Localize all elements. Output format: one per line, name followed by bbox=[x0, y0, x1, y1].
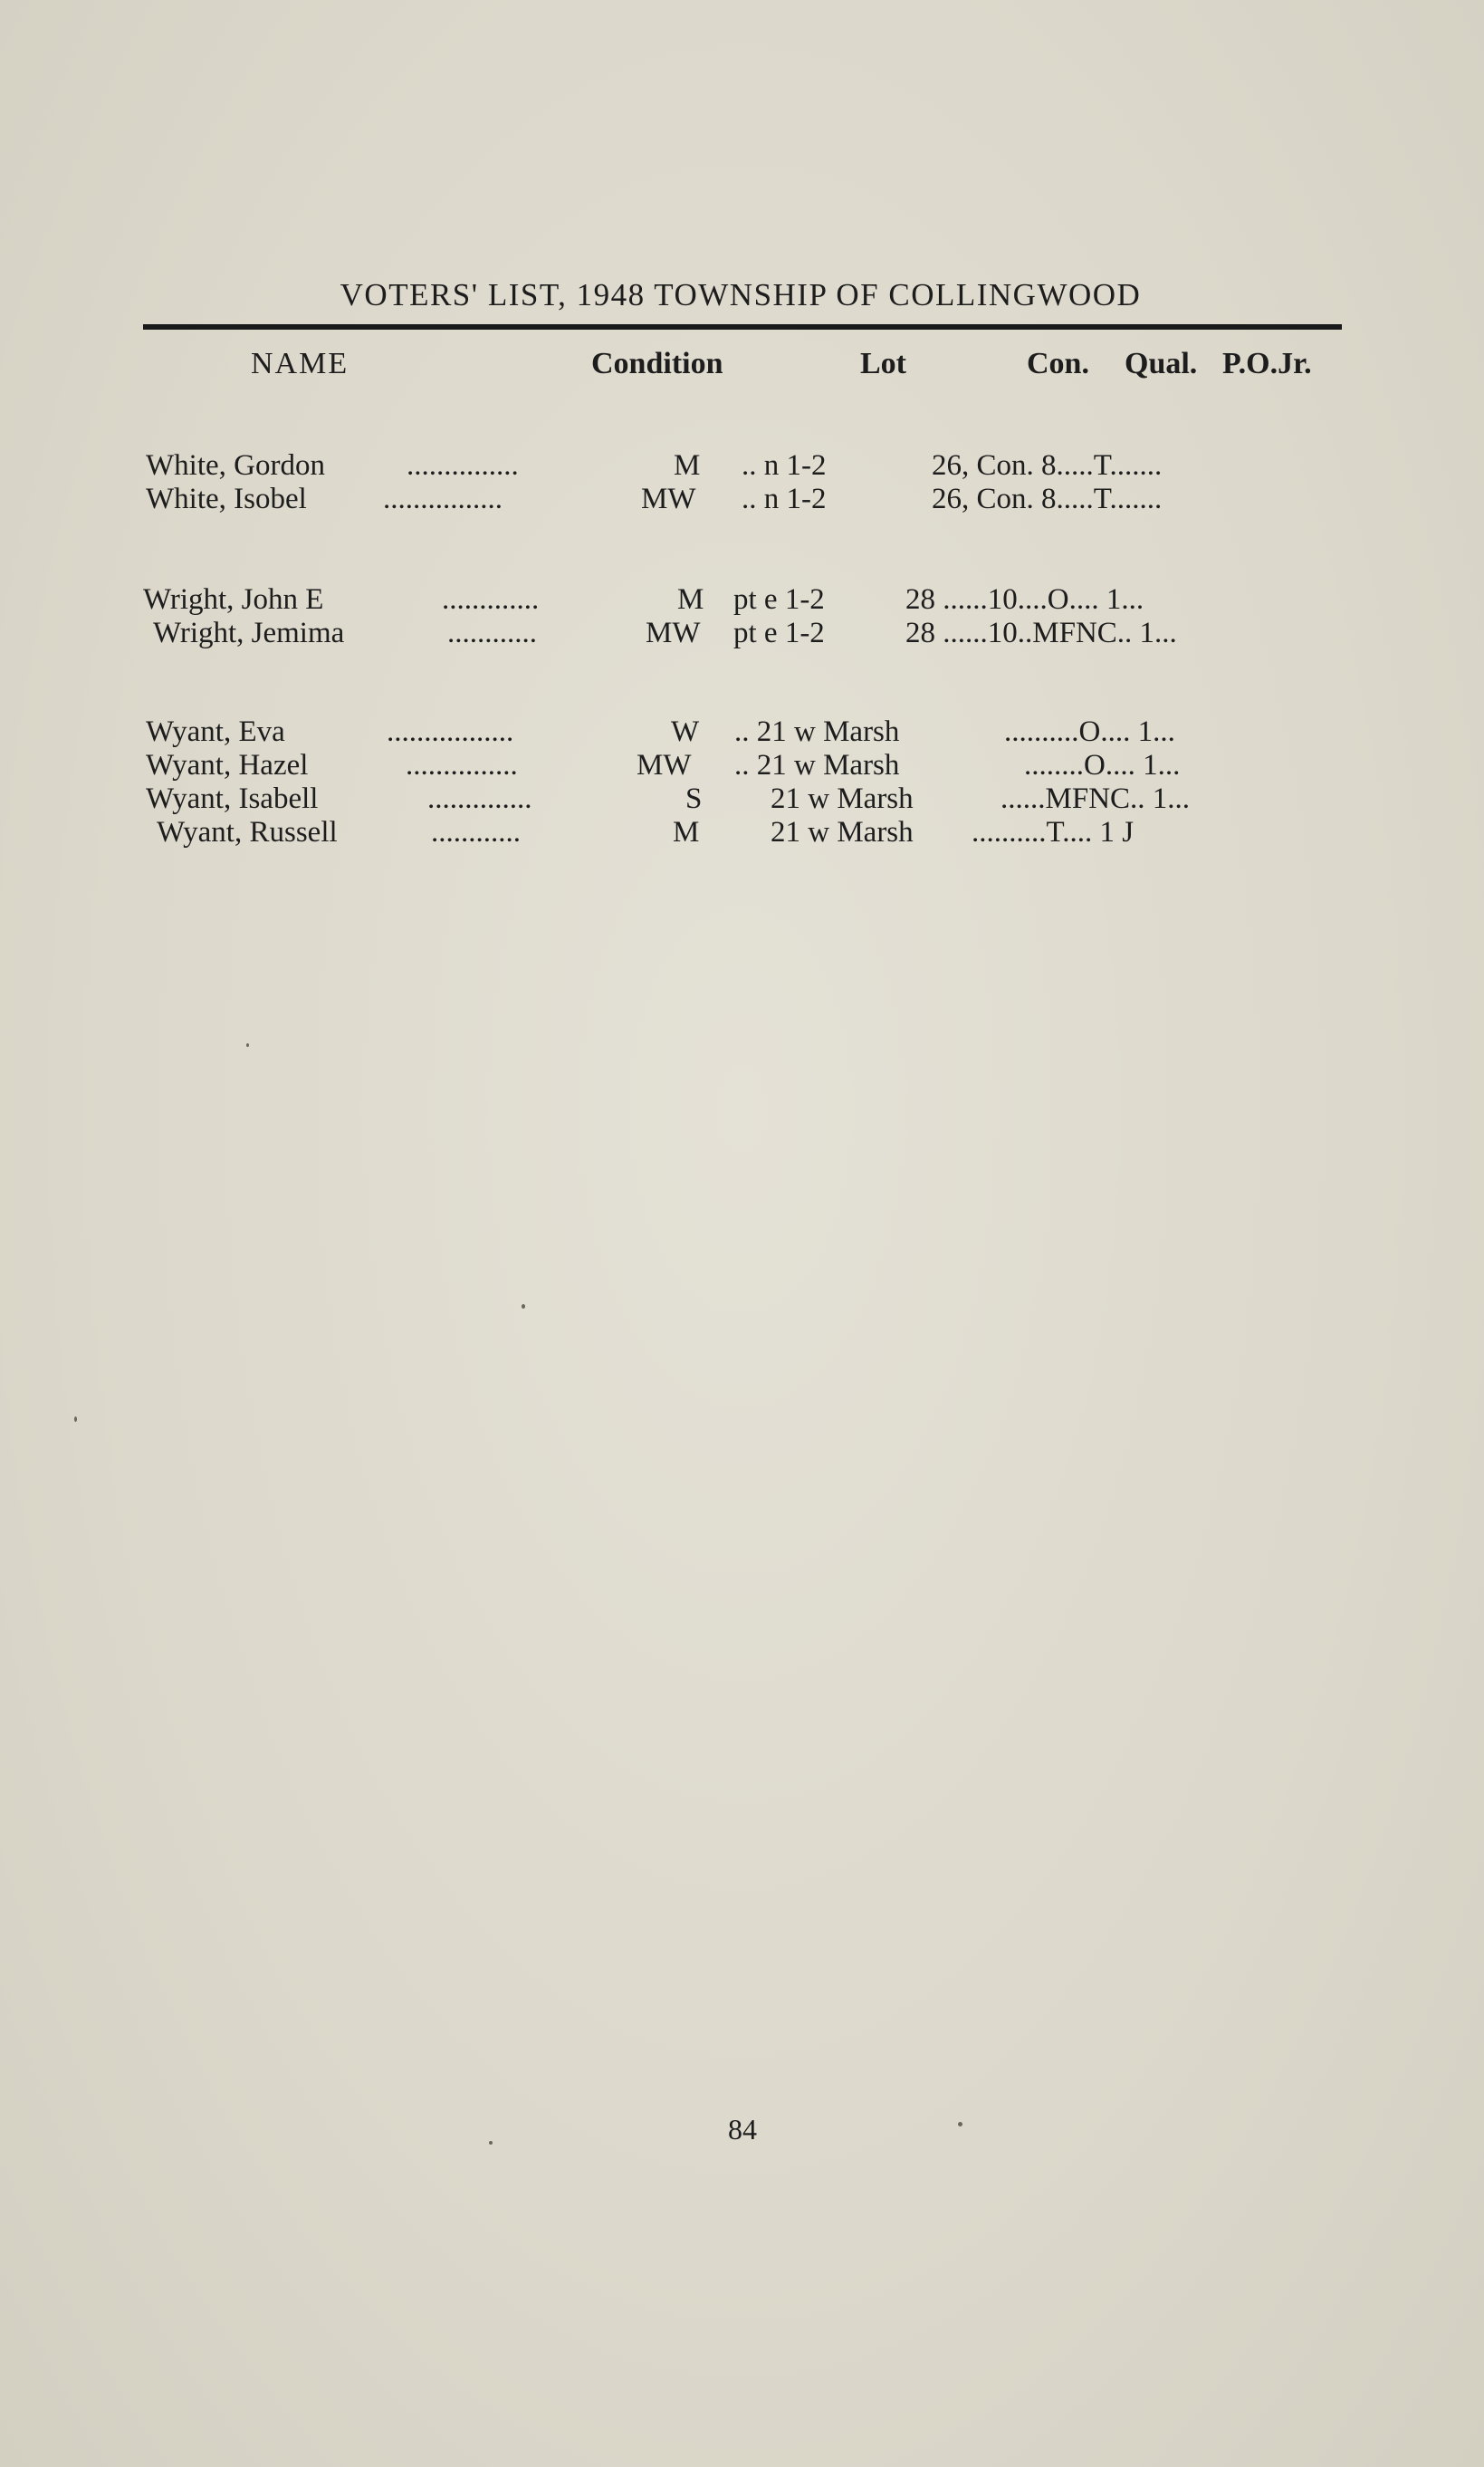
voter-condition: M bbox=[673, 816, 700, 849]
voter-details: ..........O.... 1... bbox=[1004, 715, 1175, 748]
dot-leader: ............... bbox=[406, 749, 518, 782]
header-rule bbox=[143, 324, 1342, 330]
voter-details: ........O.... 1... bbox=[1024, 749, 1181, 782]
column-header-lot: Lot bbox=[860, 347, 906, 380]
page-title: VOTERS' LIST, 1948 TOWNSHIP OF COLLINGWOOD bbox=[340, 277, 1142, 312]
voter-lot: .. n 1-2 bbox=[742, 483, 827, 515]
dot-leader: ............ bbox=[431, 816, 521, 849]
dot-leader: ............ bbox=[447, 617, 537, 649]
voter-details: 28 ......10....O.... 1... bbox=[905, 583, 1144, 616]
voter-condition: M bbox=[674, 449, 701, 482]
dot-leader: ............... bbox=[407, 449, 519, 482]
voter-details: 26, Con. 8.....T....... bbox=[932, 449, 1163, 482]
voter-name: Wyant, Russell bbox=[157, 816, 338, 849]
voter-lot: 21 w Marsh bbox=[771, 816, 914, 849]
voter-name: White, Isobel bbox=[146, 483, 307, 515]
dot-leader: ................ bbox=[383, 483, 503, 515]
dot-leader: ............. bbox=[442, 583, 540, 616]
paper-speck bbox=[522, 1304, 525, 1309]
voter-name: Wright, John E bbox=[143, 583, 324, 616]
voter-lot: pt e 1-2 bbox=[733, 617, 825, 649]
voter-details: 26, Con. 8.....T....... bbox=[932, 483, 1163, 515]
voter-details: 28 ......10..MFNC.. 1... bbox=[905, 617, 1177, 649]
column-header-name: NAME bbox=[251, 347, 349, 380]
voter-lot: .. 21 w Marsh bbox=[734, 749, 900, 782]
voter-condition: MW bbox=[646, 617, 701, 649]
voter-lot: pt e 1-2 bbox=[733, 583, 825, 616]
voter-lot: .. 21 w Marsh bbox=[734, 715, 900, 748]
voter-condition: W bbox=[671, 715, 700, 748]
paper-speck bbox=[958, 2122, 962, 2126]
voter-name: Wyant, Isabell bbox=[146, 782, 319, 815]
voter-condition: M bbox=[677, 583, 704, 616]
paper-speck bbox=[246, 1043, 249, 1047]
voter-name: Wyant, Hazel bbox=[146, 749, 309, 782]
paper-speck bbox=[489, 2141, 493, 2145]
voter-name: Wyant, Eva bbox=[146, 715, 285, 748]
voter-lot: 21 w Marsh bbox=[771, 782, 914, 815]
voter-condition: MW bbox=[641, 483, 696, 515]
column-header-condition: Condition bbox=[591, 347, 723, 380]
voter-name: White, Gordon bbox=[146, 449, 325, 482]
paper-speck bbox=[74, 1416, 77, 1422]
voter-lot: .. n 1-2 bbox=[742, 449, 827, 482]
column-header-po: P.O.Jr. bbox=[1222, 347, 1312, 380]
column-header-qual: Qual. bbox=[1125, 347, 1198, 380]
column-header-con: Con. bbox=[1027, 347, 1089, 380]
voter-condition: S bbox=[685, 782, 703, 815]
voter-name: Wright, Jemima bbox=[153, 617, 345, 649]
voter-condition: MW bbox=[637, 749, 692, 782]
voter-details: ......MFNC.. 1... bbox=[1001, 782, 1191, 815]
voter-details: ..........T.... 1 J bbox=[972, 816, 1135, 849]
dot-leader: ................. bbox=[387, 715, 514, 748]
dot-leader: .............. bbox=[427, 782, 532, 815]
page-number: 84 bbox=[728, 2113, 757, 2145]
